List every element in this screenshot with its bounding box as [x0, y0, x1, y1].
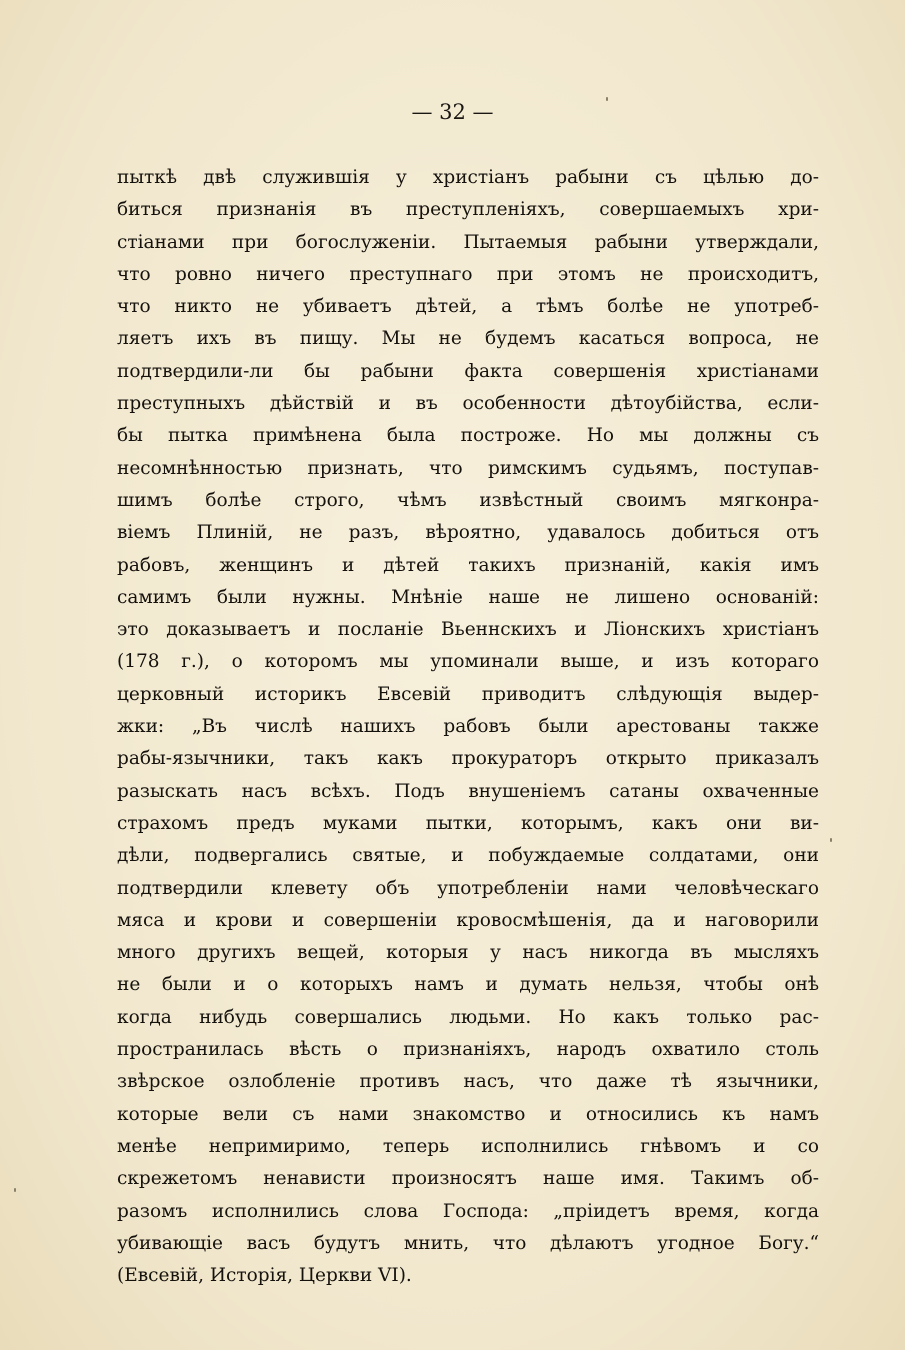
text-line: подтвердили клевету объ употребленіи нами человѣческаго — [117, 877, 819, 899]
text-line: віемъ Плиній, не разъ, вѣроятно, удавалось добиться отъ — [117, 522, 819, 544]
text-line: когда нибудь совершались людьми. Но какъ только рас- — [117, 1006, 819, 1028]
text-line: жки: „Въ числѣ нашихъ рабовъ были арестованы также — [117, 716, 819, 738]
text-line: много другихъ вещей, которыя у насъ никогда въ мысляхъ — [117, 942, 819, 964]
text-line: это доказываетъ и посланіе Вьеннскихъ и Ліонскихъ христіанъ — [117, 619, 819, 641]
text-line: преступныхъ дѣйствій и въ особенности дѣтоубійства, если- — [117, 393, 819, 415]
text-line: шимъ болѣе строго, чѣмъ извѣстный своимъ мягконра- — [117, 489, 819, 511]
text-line: пыткѣ двѣ служившія у христіанъ рабыни съ цѣлью до- — [117, 167, 819, 188]
text-line: подтвердили-ли бы рабыни факта совершенія христіанами — [117, 360, 819, 382]
text-line: (Евсевій, Исторія, Церкви VI). — [117, 1265, 412, 1287]
text-line: рабы-язычники, такъ какъ прокураторъ открыто приказалъ — [117, 748, 819, 770]
paper-speck — [830, 838, 832, 842]
text-line: биться признанія въ преступленіяхъ, совершаемыхъ хри- — [117, 199, 819, 221]
text-line: мяса и крови и совершеніи кровосмѣшенія, да и наговорили — [117, 909, 819, 931]
text-line: страхомъ предъ муками пытки, которымъ, какъ они ви- — [117, 812, 819, 834]
text-line: дѣли, подвергались святые, и побуждаемые солдатами, они — [117, 845, 819, 867]
text-line: бы пытка примѣнена была построже. Но мы должны съ — [117, 425, 819, 447]
text-line: менѣе непримиримо, теперь исполнились гнѣвомъ и со — [117, 1135, 819, 1157]
text-line: не были и о которыхъ намъ и думать нельзя, чтобы онѣ — [117, 974, 819, 996]
text-line: (178 г.), о которомъ мы упоминали выше, и изъ котораго — [117, 651, 819, 673]
text-line: скрежетомъ ненависти произносятъ наше имя. Такимъ об- — [117, 1168, 819, 1190]
text-line: что никто не убиваетъ дѣтей, а тѣмъ болѣе не употреб- — [117, 296, 819, 318]
text-line: которые вели съ нами знакомство и относились къ намъ — [117, 1103, 819, 1125]
text-line: церковный историкъ Евсевій приводитъ слѣдующія выдер- — [117, 683, 819, 705]
text-line: разомъ исполнились слова Господа: „пріидетъ время, когда — [117, 1200, 819, 1222]
text-line: рабовъ, женщинъ и дѣтей такихъ признаній, какія имъ — [117, 554, 819, 576]
page-number: — 32 — — [411, 100, 494, 124]
text-line: ляетъ ихъ въ пищу. Мы не будемъ касаться вопроса, не — [117, 328, 819, 350]
text-line: разыскать насъ всѣхъ. Подъ внушеніемъ сатаны охваченные — [117, 780, 819, 802]
body-text — [117, 162, 819, 1292]
text-line: самимъ были нужны. Мнѣніе наше не лишено основаній: — [117, 586, 819, 608]
paper-speck — [14, 1188, 16, 1192]
text-line: звѣрское озлобленіе противъ насъ, что даже тѣ язычники, — [117, 1071, 819, 1093]
text-line: стіанами при богослуженіи. Пытаемыя рабыни утверждали, — [117, 231, 819, 253]
text-line: пространилась вѣсть о признаніяхъ, народъ охватило столь — [117, 1039, 819, 1061]
text-line: несомнѣнностью признать, что римскимъ судьямъ, поступав- — [117, 457, 819, 479]
text-line: убивающіе васъ будутъ мнить, что дѣлаютъ угодное Богу.“ — [117, 1232, 819, 1254]
text-line: что ровно ничего преступнаго при этомъ не происходитъ, — [117, 263, 819, 285]
paper-speck — [606, 97, 608, 101]
